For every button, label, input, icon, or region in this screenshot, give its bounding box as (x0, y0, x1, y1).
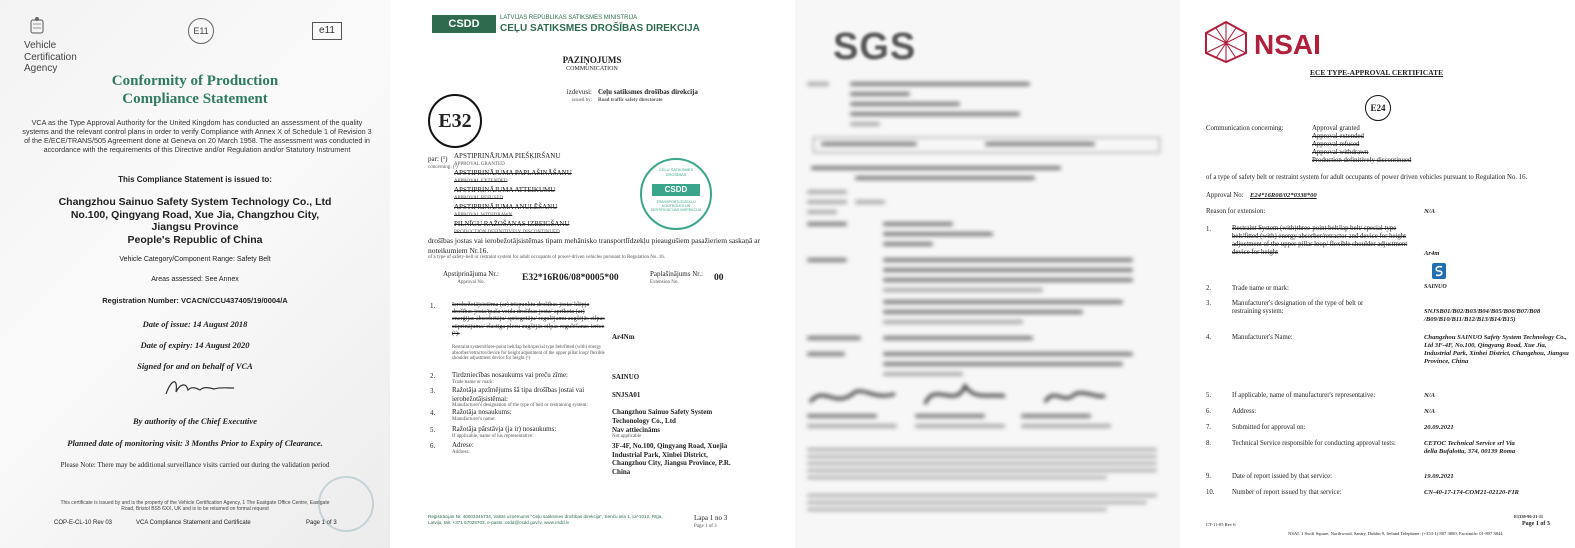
stamp-center-text: CSDD (652, 184, 700, 196)
item-label: Technical Service responsible for conducting approval tests: (1232, 440, 1396, 447)
option (454, 220, 572, 237)
nsai-logo: NSAI (1254, 29, 1321, 60)
option-lv: APSTIPRINĀJUMA ANULĒŠANU (454, 203, 558, 211)
option: Approval granted (1312, 125, 1360, 132)
approval-label (428, 270, 514, 287)
company-block (0, 196, 390, 246)
item-number: 9. (1206, 473, 1212, 480)
approval-label: Approval No: (1206, 192, 1244, 199)
form-code: CT-11-05 Rev 6 (1206, 522, 1236, 527)
page-number: Page 1 of 3 (306, 520, 337, 526)
item-value: SNJSB01/B02/B03/B04/B05/B06/B07/B08 /B09/B10/B11/B12/B13/B14/B15) (1424, 308, 1541, 323)
option (454, 169, 572, 186)
csdd-stamp-icon (640, 158, 712, 230)
option-lv: APSTIPRINĀJUMA PIEŠĶIRŠANU (454, 152, 561, 160)
item-value: Nav attiecināms (612, 426, 661, 434)
agency-line: Certification (24, 51, 77, 63)
approval-label-en: Approval No. (457, 279, 485, 285)
issued-by-label (550, 88, 592, 105)
item-label: Address: (1232, 408, 1257, 415)
certificate-title: ECE TYPE-APPROVAL CERTIFICATE (1310, 68, 1444, 77)
extension-number: 00 (714, 273, 724, 283)
item-value: Changzhou Sainuo Safety System Techonology Co., Ltd (612, 408, 713, 425)
par-lv: par: (¹) (428, 155, 448, 163)
company-line: Changzhou Sainuo Safety System Technology Co., Ltd (58, 196, 332, 208)
item-label: Manufacturer's Name: (1232, 334, 1293, 341)
page-number (694, 514, 727, 531)
item-label: Ražotāja nosaukums: (452, 408, 512, 416)
item-label: Manufacturer's designation of the type of belt or restraining system: (1232, 300, 1364, 315)
agency-line: Agency (24, 63, 58, 74)
item-label-en: Manufacturer's name: (452, 417, 496, 422)
item-number: 5. (1206, 392, 1212, 399)
item-value: CN-40-17-174-COM21-02120-FIR (1424, 489, 1519, 496)
form-code: COP-E-CL-10 Rev 03 (54, 520, 113, 526)
stamp-top-text: CEĻU SATIKSMES DROŠĪBAS (658, 167, 694, 177)
item-label: Tirdzniecības nosaukums vai preču zīme: (452, 371, 568, 379)
option-lv: PILNĪGU RAŽOŠANAS IZBEIGŠANU (454, 220, 570, 228)
item-number: 2. (1206, 285, 1212, 292)
date-of-expiry: Date of expiry: 14 August 2020 (140, 340, 250, 350)
item-number: 2. (430, 372, 436, 380)
issued-by-value-lv: Ceļu satiksmes drošības direkcija (598, 88, 698, 96)
reason-label: Reason for extension: (1206, 208, 1266, 215)
option-lv: APSTIPRINĀJUMA PAPLAŠINĀŠANU (454, 169, 572, 177)
date-of-issue: Date of issue: 14 August 2018 (142, 319, 248, 329)
stamp-ring-text: TRANSPORTLĪDZEKĻU KONTROLES UN SERTIFIKĀCIJAS INSPEKCIJA (650, 200, 702, 213)
page-lv: Lapa 1 no 3 (694, 514, 728, 522)
footer-text: Reģistrācijas Nr. 40003345734, Valsts uzņēmums "Ceļu satiksmes drošības direkcija", Senču iela 1, LV-1012, Rīga, Latvija, tālr. +371 67025703, e-pasts: csdd@csdd.gov.lv, www.csdd.lv (428, 514, 663, 525)
item-value: N/A (1424, 392, 1435, 399)
item-number: 4. (430, 409, 436, 417)
concerning-label: Communication concerning: (1206, 125, 1284, 132)
issued-to-label: This Compliance Statement is issued to: (118, 175, 272, 184)
option (454, 186, 572, 203)
item-label: Submitted for approval on: (1232, 424, 1306, 431)
approval-number: E24*16R08/02*0338*00 (1250, 192, 1317, 199)
signature-icon (160, 374, 240, 402)
desc-lv: drošības jostas vai ierobežotājsistēmas tipam mehānisko transportlīdzekļu pieaugušiem pasažieriem saskaņā ar noteikumiem Nr.16. (428, 236, 760, 255)
item-label-en: Address: (452, 450, 470, 455)
item-label: If applicable, name of manufacturer's representative: (1232, 392, 1376, 399)
option: Approval withdrawn (1312, 149, 1369, 156)
approval-options (454, 152, 572, 237)
item-number: 6. (1206, 408, 1212, 415)
item-value: SAINUO (612, 373, 640, 381)
option: Approval extended (1312, 133, 1364, 140)
e24-mark: E24 (1365, 95, 1391, 121)
item-label: Date of report issued by that service: (1232, 473, 1333, 480)
par-en: concerning: (¹) (428, 164, 458, 170)
item-label-en: If applicable, name of his representative: (452, 434, 534, 439)
certificate-desc: of a type of safety belt or restraint system for adult occupants of power driven vehicles pursuant to Regulation No. 16. (1206, 174, 1528, 181)
e11-circle-mark: E11 (188, 18, 214, 44)
item-label: Trade name or mark: (1232, 285, 1289, 292)
approval-number: E32*16R06/08*0005*00 (522, 273, 619, 283)
item-number: 3. (1206, 300, 1212, 307)
item-value: SNJSA01 (612, 391, 641, 399)
item-label-en: Trade name or mark: (452, 380, 494, 385)
vca-compliance-statement (0, 0, 390, 548)
category-text: Vehicle Category/Component Range: Safety Belt (119, 256, 271, 263)
extension-label-lv: Paplašinājums Nr.: (650, 270, 703, 278)
item-label: Restraint System (with)three-point belt/lap belt/ special type belt/fitted (with) energy absorber/retractor and device for height adjustment of the upper pillar loop/ flexible shoulder adjustment device for height (1232, 225, 1408, 256)
option-lv: APSTIPRINĀJUMA ATTEIKUMU (454, 186, 556, 194)
issued-by-value-en: Road traffic safety directorate (598, 97, 663, 103)
footer-address: NSAI, 1 Swift Square, Northwood, Santry, Dublin 9, Ireland Telephone: (+353-1) 807 3800, Facsimile: 01-807 3844 (1288, 531, 1503, 536)
csdd-communication (402, 0, 782, 548)
extension-label-en: Extension No. (650, 279, 679, 285)
company-line: People's Republic of China (127, 233, 263, 246)
company-line: Jiangsu Province (151, 221, 239, 233)
footer-title: VCA Compliance Statement and Certificate (136, 520, 251, 526)
issued-by-lv: izdevusi: (566, 88, 592, 96)
item-value: N/A (1424, 408, 1435, 415)
planned-visit: Planned date of monitoring visit: 3 Months Prior to Expiry of Clearance. (67, 438, 323, 448)
item-number: 5. (430, 426, 436, 434)
option: Approval refused (1312, 141, 1360, 148)
item-value: 20.09.2021 (1424, 424, 1454, 431)
e32-mark: E32 (428, 94, 482, 148)
extension-label (650, 270, 703, 287)
item-value-en: Not applicable (612, 434, 642, 439)
approval-options (1312, 125, 1411, 165)
item-number: 1. (430, 302, 436, 310)
option (454, 152, 572, 169)
assessment-text: VCA as the Type Approval Authority for the United Kingdom has conducted an assessment of the quality systems and the relevant control plans in order to verify Compliance with Annex X of Schedule 1 of Revision 3 of the E/ECE/TRANS/505 Agreement done at Geneva on 20 March 1958. The assessment was conducted in accordance with the requirements of this Directive and/or Regulation and/or Statutory Instrument (22, 118, 372, 154)
document-subtitle: COMMUNICATION (566, 66, 618, 72)
option-en: APPROVAL GRANTED (454, 161, 505, 167)
certificate-ref: E1339-96-21-11 (1514, 514, 1544, 519)
authority-text: By authority of the Chief Executive (133, 416, 257, 426)
item-number: 7. (1206, 424, 1212, 431)
surveillance-note: Please Note: There may be additional surveillance visits carried out during the validation period (60, 461, 330, 469)
item-value: CETOC Technical Service srl Via della Bufalotta, 374, 00139 Roma (1424, 440, 1516, 455)
sainuo-logo-icon (1432, 263, 1446, 279)
e11-box-mark: e11 (312, 22, 342, 40)
page-number: Page 1 of 3 (1522, 521, 1550, 527)
csdd-logo: CSDD (432, 15, 496, 33)
item-number: 6. (430, 442, 436, 450)
item-value: Changzhou SAINUO Safety System Technology Co., Ltd 3F-4F, No.100, Qingyang Road, Xue Jia, Industrial Park, Xinbei District, Changzhou, Jiangsu Province, China (1424, 334, 1569, 365)
item-label-en: Manufacturer's designation of the type of belt or restraining system: (452, 403, 588, 408)
company-line: No.100, Qingyang Road, Xue Jia, Changzhou City, (70, 208, 320, 221)
option-en: APPROVAL WITHDRAWN (454, 212, 513, 218)
nsai-certificate (1192, 0, 1575, 548)
item-value: SAINUO (1424, 284, 1447, 290)
item-number: 4. (1206, 334, 1212, 341)
title-line: Compliance Statement (122, 91, 268, 107)
item-number: 3. (430, 387, 436, 395)
document-title (0, 72, 390, 108)
option-en: PRODUCTION DEFINITIVELY DISCONTINUED (454, 229, 560, 235)
issued-by-value (598, 88, 698, 105)
item-number: 1. (1206, 226, 1212, 233)
approval-label-lv: Apstiprinājuma Nr.: (443, 270, 499, 278)
item-number: 10. (1206, 489, 1215, 496)
sgs-logo: SGS (833, 26, 917, 68)
crest-icon (28, 16, 46, 36)
stamp-icon (318, 476, 374, 532)
title-line: Conformity of Production (111, 73, 279, 89)
signed-for: Signed for and on behalf of VCA (137, 361, 253, 371)
item-value: 3F-4F, No.100, Qingyang Road, Xuejia Industrial Park, Xinbei District, Changzhou City, Jiangsu Province, P.R. China (612, 442, 731, 476)
item-label-en: Restraint system/three-point belt/lap belt/special type belt/fitted (with) energy absorber/retractor/device for height adjustment of the upper pillar loop/ flexible shoulder adjustment device for height (¹) (452, 345, 605, 362)
option-en: APPROVAL REFUSED (454, 195, 504, 201)
item-value: Ar4Nm (612, 333, 635, 341)
agency-line: Vehicle (24, 40, 57, 51)
document-title: PAZIŅOJUMS (562, 55, 622, 65)
issued-by-en: issued by: (571, 97, 592, 103)
sgs-report-blurred (795, 0, 1180, 548)
option (454, 203, 572, 220)
item-label: Ierobežotājsistēma (ar) trīspunktu drošības josta/ klēpja drošības josta/īpaša veida drošības josta/ aprīkota (ar) enerģijas absorbētāju/ spriegotāju/ regulējamu augšējās cilpas stiprinājuma/ elastīga plecu augšējās cilpas regulēšanas ierīce (¹): (452, 301, 605, 337)
item-label: Ražotāja pārstāvja (ja ir) nosaukums: (452, 425, 557, 433)
page-en: Page 1 of 3 (694, 523, 717, 529)
directorate-name: CEĻU SATIKSMES DROŠĪBAS DIREKCIJA (500, 23, 700, 34)
ministry-name: LATVIJAS REPUBLIKAS SATIKSMES MINISTRIJA (500, 15, 638, 21)
item-label: Ražotāja apzīmējums šā tipa drošības jostai vai ierobežotājsistēmai: (452, 386, 585, 403)
desc-en: of a type of safety-belt or restraint system for adult occupants of power-driven vehicles pursuant to Regulation No. 16. (428, 255, 666, 260)
registration-number: Registration Number: VCACN/CCU437405/19/0004/A (102, 296, 288, 305)
areas-text: Areas assessed: See Annex (151, 276, 239, 283)
option: Production definitively discontinued (1312, 157, 1412, 164)
item-label: Number of report issued by that service: (1232, 489, 1342, 496)
nsai-hexagon-icon (1202, 20, 1250, 64)
item-number: 8. (1206, 440, 1212, 447)
footer-note: This certificate is issued by and is the property of the Vehicle Certification Agency, 1 The Eastgate Office Centre, Eastgate Road, Bristol BS5 6XX, UK and is to be returned on formal request (60, 500, 330, 512)
option-en: APPROVAL EXTENDED (454, 178, 508, 184)
reason-value: N/A (1424, 208, 1435, 215)
item-label: Adrese: (452, 441, 474, 449)
item-value: Ar4m (1424, 250, 1440, 257)
item-value: 19.09.2021 (1424, 473, 1454, 480)
